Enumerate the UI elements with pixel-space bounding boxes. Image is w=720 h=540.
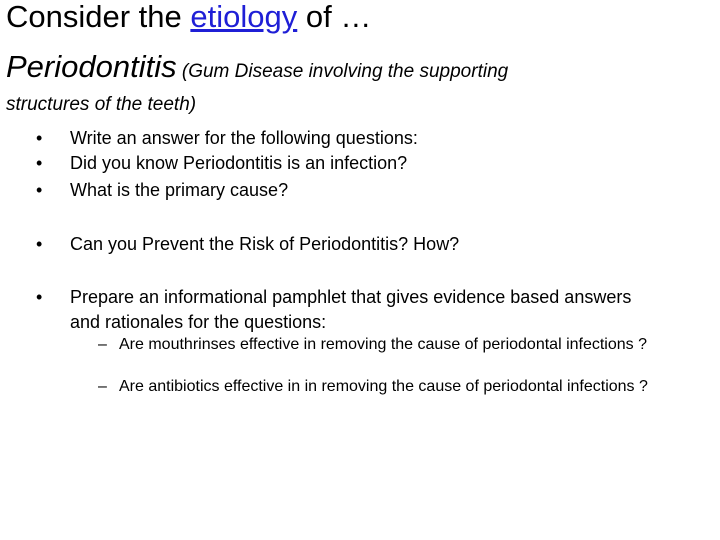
etiology-link[interactable]: etiology — [190, 0, 298, 34]
sub-list-item-text: Are antibiotics effective in in removing the cause of periodontal infections ? — [119, 378, 648, 395]
bullet-marker: • — [36, 234, 43, 254]
sub-list-item — [98, 335, 659, 354]
dash-marker: – — [98, 378, 107, 395]
title-suffix: of … — [297, 0, 372, 34]
title-subtitle-part2: structures of the teeth) — [6, 94, 197, 115]
bullet-marker: • — [36, 153, 43, 173]
bullet-marker: • — [36, 180, 43, 200]
title-line-1 — [6, 0, 371, 38]
sub-list-item-text: Are mouthrinses effective in removing the cause of periodontal infections ? — [119, 336, 647, 353]
list-item-text: Can you Prevent the Risk of Periodontitis? How? — [70, 234, 460, 254]
list-item — [36, 285, 640, 335]
title-subtitle-part1: (Gum Disease involving the supporting — [176, 61, 509, 82]
list-item-text: Did you know Periodontitis is an infection? — [70, 153, 408, 173]
dash-marker: – — [98, 336, 107, 353]
title-prefix: Consider the — [6, 0, 191, 34]
sub-list-item — [98, 377, 659, 396]
list-item-text: Prepare an informational pamphlet that gives evidence based answers and rationales for the questions: — [70, 287, 632, 332]
list-item — [36, 232, 670, 257]
list-item-text: Write an answer for the following questions: — [70, 128, 418, 148]
list-item-text: What is the primary cause? — [70, 180, 289, 200]
bullet-marker: • — [36, 287, 43, 307]
title-main-term: Periodontitis — [6, 49, 177, 84]
list-item — [36, 178, 670, 203]
list-item — [36, 126, 670, 151]
list-item — [36, 151, 670, 176]
title-line-2 — [6, 46, 508, 93]
bullet-marker: • — [36, 128, 43, 148]
